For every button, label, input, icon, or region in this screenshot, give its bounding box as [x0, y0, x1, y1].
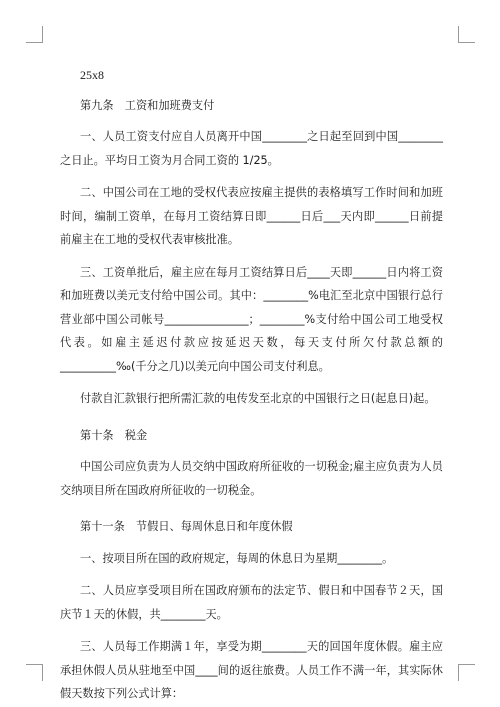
article-10-title: 第十条 税金 — [80, 428, 148, 442]
document-code: 25x8 — [80, 68, 104, 82]
article-11-paragraph-2: 二、人员应享受项目所在国政府颁布的法定节、假日和中国春节２天，国庆节１天的休假，共________天。 — [60, 584, 443, 621]
crop-mark-bottom-right — [458, 664, 475, 681]
article-9-title: 第九条 工资和加班费支付 — [80, 98, 215, 112]
article-11-paragraph-1: 一、按项目所在国的政府规定，每周的休息日为星期________。 — [80, 551, 394, 565]
article-9-paragraph-2: 二、中国公司在工地的受权代表应按雇主提供的表格填写工作时间和加班时间，编制工资单，在每月工资结算日即______日后___天内即______日前提前雇主在工地的受权代表审核批准。 — [60, 186, 443, 246]
crop-mark-bottom-left — [26, 664, 43, 681]
crop-mark-top-right — [458, 26, 475, 43]
article-10-paragraph-1: 中国公司应负责为人员交纳中国政府所征收的一切税金;雇主应负责为人员交纳项目所在国政府所征收的一切税金。 — [60, 460, 443, 497]
document-page — [60, 64, 443, 706]
article-11-paragraph-3: 三、人员每工作期满１年，享受为期________天的回国年度休假。雇主应承担休假人员从驻地至中国____间的返往旅费。人员工作不满一年，其实际休假天数按下列公式计算： — [60, 640, 443, 700]
crop-mark-top-left — [26, 26, 43, 43]
article-9-paragraph-3: 三、工资单批后，雇主应在每月工资结算日后____天即______日内将工资和加班费以美元支付给中国公司。其中：________%电汇至北京中国银行总行营业部中国公司帐号_______________；________%支付给中国公司工地受权代表。如雇主延迟付款应按延迟天数，每天支付所欠付款总额的__________‰(千分之几)以美元向中国公司支付利息。 — [60, 265, 443, 373]
article-9-paragraph-4: 付款自汇款银行把所需汇款的电传发至北京的中国银行之日(起息日)起。 — [80, 392, 436, 405]
article-11-title: 第十一条 节假日、每周休息日和年度休假 — [80, 520, 293, 533]
article-9-paragraph-1: 一、人员工资支付应自人员离开中国________之日起至回到中国________之日止。平均日工资为月合同工资的 1/25。 — [60, 130, 443, 167]
